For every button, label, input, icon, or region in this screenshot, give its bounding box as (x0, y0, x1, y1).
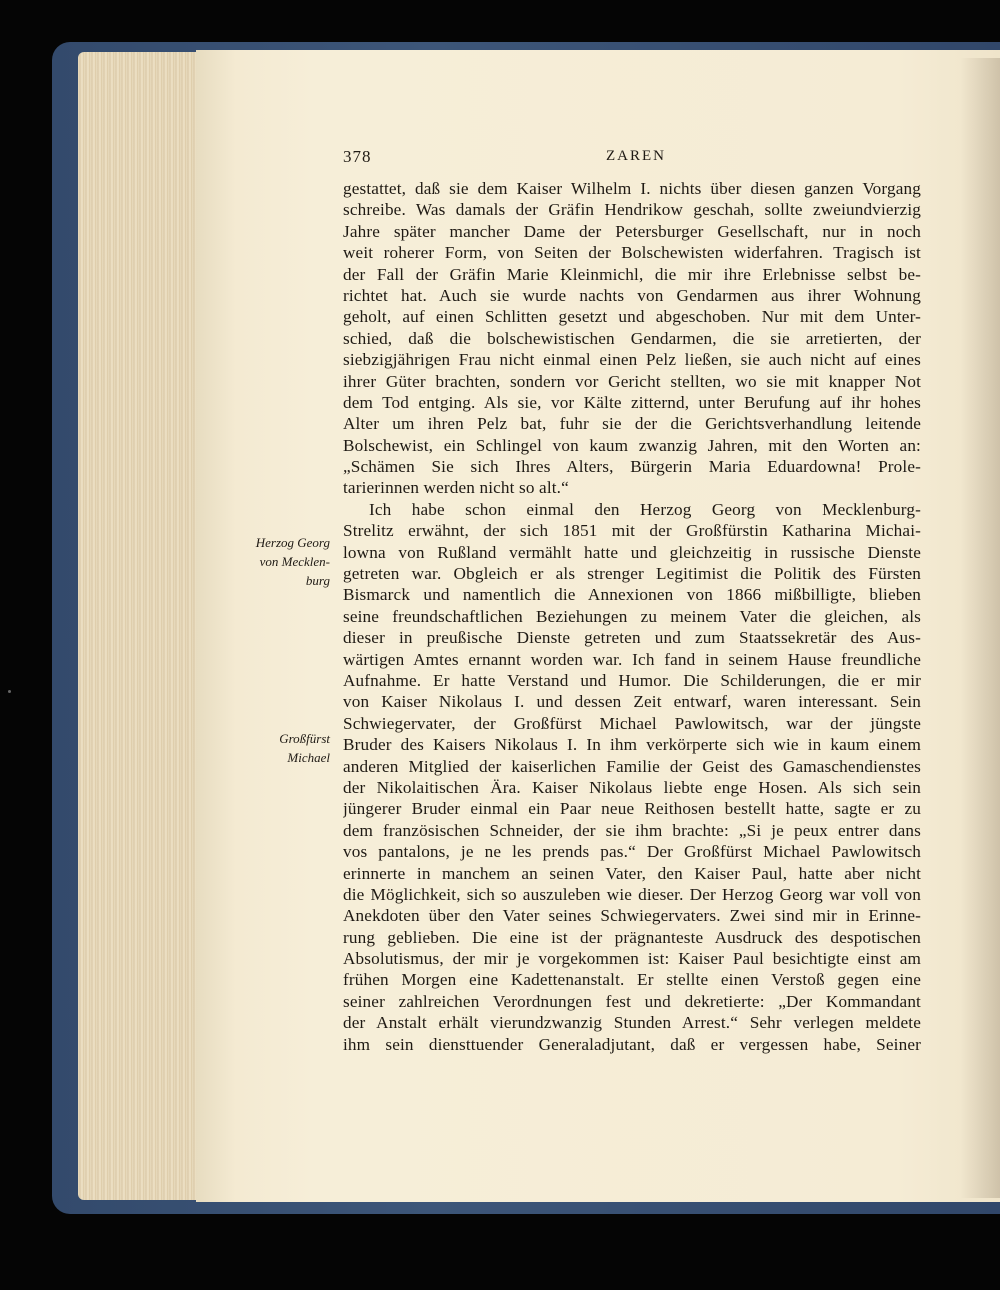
text-line: lowna von Rußland vermählt hatte und gleichzeitig in russische Dienste (343, 542, 921, 562)
text-line: schreibe. Was damals der Gräfin Hendrikow geschah, sollte zweiundvierzig (343, 200, 921, 220)
text-line: gestattet, daß sie dem Kaiser Wilhelm I. nichts über diesen ganzen Vorgang (343, 179, 921, 198)
text-line: jüngerer Bruder einmal ein Paar neue Reithosen bestellt hatte, sagte er zu (343, 799, 921, 819)
text-line: Aufnahme. Er hatte Verstand und Humor. Die Schilderungen, die er mir (343, 670, 921, 690)
text-line: Ich habe schon einmal den Herzog Georg von Mecklenburg- (369, 499, 921, 519)
page-header (343, 147, 929, 171)
text-line: der Nikolaitischen Ära. Kaiser Nikolaus liebte enge Hosen. Als sich sein (343, 777, 921, 797)
text-line: der Anstalt erhält vierundzwanzig Stunden Arrest.“ Sehr verlegen meldete (343, 1013, 921, 1033)
text-line: Anekdoten über den Vater seines Schwiegervaters. Zwei sind mir in Erinne- (343, 906, 921, 926)
text-line: rung geblieben. Die eine ist der prägnanteste Ausdruck des despotischen (343, 927, 921, 947)
text-line: Bismarck und namentlich die Annexionen von 1866 mißbilligte, blieben (343, 585, 921, 605)
text-line: von Kaiser Nikolaus I. und dessen Zeit entwarf, waren interessant. Sein (343, 692, 921, 712)
text-line: Alter um ihren Pelz bat, fuhr sie der die Gerichtsverhandlung leitende (343, 414, 921, 434)
text-line: Strelitz erwähnt, der sich 1851 mit der Großfürstin Katharina Michai- (343, 521, 921, 541)
text-line: vos pantalons, je ne les prends pas.“ Der Großfürst Michael Pawlowitsch (343, 842, 921, 862)
text-line: richtet hat. Auch sie wurde nachts von Gendarmen aus ihrer Wohnung (343, 285, 921, 305)
text-line: ihm sein diensttuender Generaladjutant, daß er vergessen habe, Seiner (343, 1034, 921, 1054)
text-line: „Schämen Sie sich Ihres Alters, Bürgerin Maria Eduardowna! Prole- (343, 457, 921, 477)
text-line: geholt, auf einen Schlitten gesetzt und abgeschoben. Nur mit dem Unter- (343, 307, 921, 327)
text-line: schied, daß die bolschewistischen Gendarmen, die sie arretierten, der (343, 328, 921, 348)
text-line: anderen Mitglied der kaiserlichen Familie der Geist des Gamaschendienstes (343, 756, 921, 776)
dust-speck (8, 690, 11, 693)
text-line: Schwiegervater, der Großfürst Michael Pawlowitsch, war der jüngste (343, 713, 921, 733)
text-line: Bruder des Kaisers Nikolaus I. In ihm verkörperte sich wie in kaum einem (343, 735, 921, 755)
text-line: Absolutismus, der mir je vorgekommen ist: Kaiser Paul besichtigte einst am (343, 949, 921, 969)
text-line: dem französischen Schneider, der sie ihm brachte: „Si je peux entrer dans (343, 820, 921, 840)
running-head: ZAREN (606, 148, 666, 164)
text-line: Bolschewist, ein Schlingel von kaum zwanzig Jahren, mit den Worten an: (343, 435, 921, 455)
text-line: seine freundschaftlichen Beziehungen zu meinem Vater die gleichen, als (343, 606, 921, 626)
page-gutter-shadow (960, 58, 1000, 1198)
margin-note-herzog-georg: Herzog Georg von Mecklen- burg (255, 535, 330, 588)
book-page (196, 50, 1000, 1202)
text-line: erinnerte in manchem an seinen Vater, den Kaiser Paul, hatte aber nicht (343, 863, 921, 883)
text-line: weit roherer Form, von Seiten der Bolschewisten widerfahren. Tragisch ist (343, 243, 921, 263)
text-line: dem Tod entging. Als sie, vor Kälte zitternd, unter Berufung auf ihr hohes (343, 392, 921, 412)
text-line: siebzigjährigen Frau nicht einmal einen Pelz ließen, sie auch nicht auf eines (343, 350, 921, 370)
text-line: tarierinnen werden nicht so alt.“ (343, 478, 569, 498)
text-line: die Möglichkeit, sich so auszuleben wie dieser. Der Herzog Georg war voll von (343, 884, 921, 904)
text-line: der Fall der Gräfin Marie Kleinmichl, die mir ihre Erlebnisse selbst be- (343, 264, 921, 284)
text-line: wärtigen Amtes ernannt worden war. Ich fand in seinem Hause freundliche (343, 649, 921, 669)
text-line: dieser in preußische Dienste getreten und zum Staatssekretär des Aus- (343, 628, 921, 648)
text-line: ihrer Güter brachten, sondern vor Gericht stellten, wo sie mit knapper Not (343, 371, 921, 391)
text-line: Jahre später mancher Dame der Petersburger Gesellschaft, nur in noch (343, 221, 921, 241)
text-line: frühen Morgen eine Kadettenanstalt. Er stellte einen Verstoß gegen eine (343, 970, 921, 990)
margin-note-grossfuerst-michael: Großfürst Michael (279, 731, 330, 765)
text-line: seiner zahlreichen Verordnungen fest und dekretierte: „Der Kommandant (343, 991, 921, 1011)
text-line: getreten war. Obgleich er als strenger Legitimist die Politik des Fürsten (343, 564, 921, 584)
page-number: 378 (343, 147, 372, 166)
body-text (343, 178, 921, 1055)
